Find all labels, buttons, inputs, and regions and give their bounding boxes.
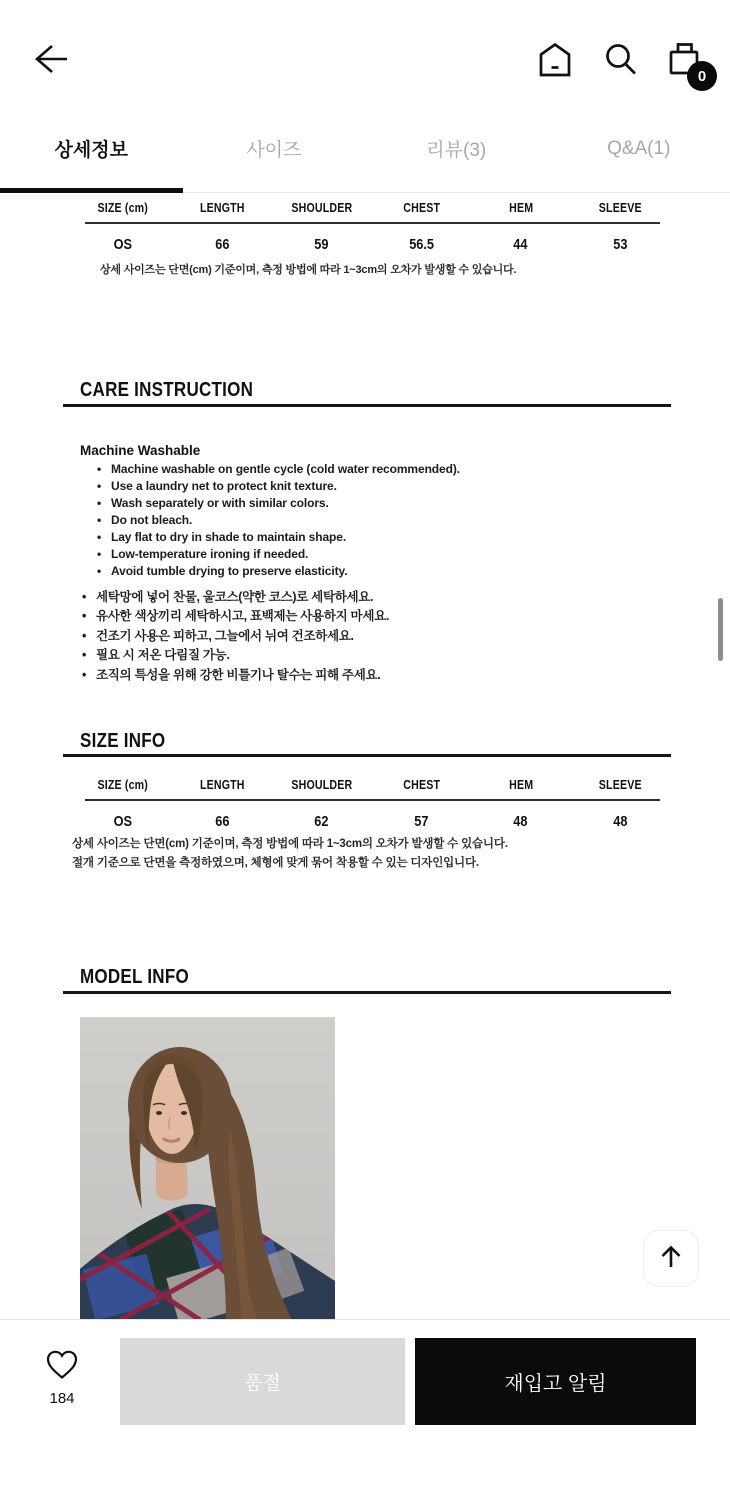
care-bullet-en: • Lay flat to dry in shade to maintain shape.	[97, 529, 460, 546]
home-button[interactable]	[533, 40, 577, 82]
cart-button[interactable]	[660, 36, 708, 84]
table-value-cell: 44	[513, 236, 528, 253]
tab-qna[interactable]: Q&A(1)	[548, 105, 730, 192]
care-bullets-en	[97, 461, 460, 580]
table-value-cell: 57	[414, 813, 429, 830]
care-bullet-en: • Do not bleach.	[97, 512, 460, 529]
page-scrollbar[interactable]	[718, 598, 723, 661]
active-tab-underline	[0, 188, 183, 193]
table-header-cell: LENGTH	[199, 778, 245, 792]
table-value-cell: 66	[215, 813, 230, 830]
table-value-cell: 56.5	[408, 236, 434, 253]
size-info-notes	[72, 835, 508, 873]
back-button[interactable]	[28, 40, 72, 80]
soldout-button[interactable]: 품절	[120, 1338, 405, 1425]
care-bullet-en: • Wash separately or with similar colors.	[97, 495, 460, 512]
like-button[interactable]	[41, 1346, 83, 1386]
home-icon	[535, 40, 575, 83]
like-count: 184	[49, 1390, 75, 1407]
care-bullet-ko: • 필요 시 저온 다림질 가능.	[82, 646, 389, 665]
table-value-cell: 66	[215, 236, 230, 253]
table-header-cell: SIZE (cm)	[97, 201, 149, 215]
tab-size[interactable]: 사이즈	[183, 105, 366, 192]
table-value-cell: 48	[513, 813, 528, 830]
scroll-top-button[interactable]	[643, 1230, 699, 1287]
care-bullet-en: • Avoid tumble drying to preserve elasticity.	[97, 563, 460, 580]
care-bullet-en: • Low-temperature ironing if needed.	[97, 546, 460, 563]
care-section-title: CARE INSTRUCTION	[80, 379, 254, 401]
table-value-cell: 59	[314, 236, 329, 253]
care-bullets-ko	[82, 588, 389, 685]
size-table	[73, 201, 670, 253]
arrow-up-icon	[657, 1243, 685, 1274]
table-header-cell: CHEST	[402, 201, 440, 215]
section-underline	[63, 754, 671, 757]
table-header-cell: SHOULDER	[291, 201, 353, 215]
table-header-cell: SIZE (cm)	[97, 778, 149, 792]
table-rule	[85, 222, 660, 224]
size-info-note: 절개 기준으로 단면을 측정하였으며, 체형에 맞게 묶어 착용할 수 있는 디자인입니다.	[72, 857, 479, 869]
care-bullet-en: • Machine washable on gentle cycle (cold water recommended).	[97, 461, 460, 478]
table-rule	[85, 799, 660, 801]
size-info-note: 상세 사이즈는 단면(cm) 기준이며, 측정 방법에 따라 1~3cm의 오차가 발생할 수 있습니다.	[72, 838, 508, 850]
size-table-value-row	[73, 236, 670, 253]
tab-detail[interactable]: 상세정보	[0, 105, 183, 192]
care-bullet-en: • Use a laundry net to protect knit texture.	[97, 478, 460, 495]
heart-icon	[45, 1349, 79, 1384]
size-info-header-row	[73, 778, 670, 792]
arrow-left-icon	[30, 41, 70, 80]
restock-alert-button[interactable]: 재입고 알림	[415, 1338, 696, 1425]
table-value-cell: OS	[113, 236, 132, 253]
table-value-cell: 53	[613, 236, 628, 253]
model-photo	[80, 1017, 335, 1320]
section-underline	[63, 991, 671, 994]
care-bullet-ko: • 유사한 색상끼리 세탁하시고, 표백제는 사용하지 마세요.	[82, 607, 389, 626]
size-info-value-row	[73, 813, 670, 830]
table-value-cell: OS	[113, 813, 132, 830]
size-table-header-row	[73, 201, 670, 215]
search-button[interactable]	[599, 40, 643, 82]
cart-badge: 0	[687, 61, 717, 91]
care-bullet-ko: • 조직의 특성을 위해 강한 비틀기나 탈수는 피해 주세요.	[82, 666, 389, 685]
table-header-cell: SLEEVE	[598, 201, 642, 215]
size-info-table	[73, 778, 670, 830]
tab-review[interactable]: 리뷰(3)	[365, 105, 548, 192]
size-table-note: 상세 사이즈는 단면(cm) 기준이며, 측정 방법에 따라 1~3cm의 오차가 발생할 수 있습니다.	[100, 264, 517, 276]
search-icon	[601, 40, 641, 83]
table-header-cell: SLEEVE	[598, 778, 642, 792]
table-header-cell: HEM	[508, 201, 533, 215]
model-info-section-title: MODEL INFO	[80, 966, 189, 988]
table-header-cell: CHEST	[402, 778, 440, 792]
table-value-cell: 62	[314, 813, 329, 830]
table-header-cell: HEM	[508, 778, 533, 792]
size-info-section-title: SIZE INFO	[80, 730, 166, 752]
app-bar	[0, 0, 730, 105]
care-subtitle: Machine Washable	[80, 443, 201, 458]
care-bullet-ko: • 건조기 사용은 피하고, 그늘에서 뉘여 건조하세요.	[82, 627, 389, 646]
table-header-cell: SHOULDER	[291, 778, 353, 792]
model-photo-illustration	[80, 1017, 335, 1320]
table-header-cell: LENGTH	[199, 201, 245, 215]
tab-bar	[0, 105, 730, 193]
care-bullet-ko: • 세탁망에 넣어 찬물, 울코스(약한 코스)로 세탁하세요.	[82, 588, 389, 607]
table-value-cell: 48	[613, 813, 628, 830]
section-underline	[63, 404, 671, 407]
